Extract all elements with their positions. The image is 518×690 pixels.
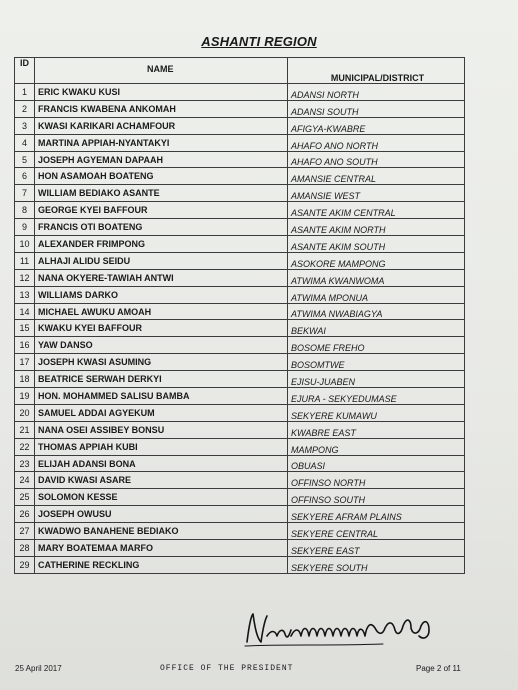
row-district: OFFINSO SOUTH [288,489,465,506]
row-name: MARTINA APPIAH-NYANTAKYI [35,134,288,151]
row-name: HON ASAMOAH BOATENG [35,168,288,185]
table-row [15,303,465,320]
row-name: NANA OKYERE-TAWIAH ANTWI [35,269,288,286]
row-name: BEATRICE SERWAH DERKYI [35,371,288,388]
row-id: 8 [15,202,35,219]
row-name: ALEXANDER FRIMPONG [35,236,288,253]
table-row [15,506,465,523]
footer-date: 25 April 2017 [15,664,62,673]
row-name: CATHERINE RECKLING [35,556,288,573]
row-id: 18 [15,371,35,388]
row-id: 13 [15,286,35,303]
table-body [15,84,465,574]
row-id: 2 [15,100,35,117]
table-row [15,168,465,185]
table-row [15,252,465,269]
row-name: ELIJAH ADANSI BONA [35,455,288,472]
table-row [15,337,465,354]
table-row [15,269,465,286]
column-header-id: ID [15,58,35,84]
row-district: SEKYERE KUMAWU [288,404,465,421]
row-id: 17 [15,354,35,371]
row-district: AMANSIE CENTRAL [288,168,465,185]
row-id: 16 [15,337,35,354]
row-id: 6 [15,168,35,185]
appointees-table [14,57,465,574]
footer-page-number: Page 2 of 11 [416,664,461,673]
row-name: YAW DANSO [35,337,288,354]
row-name: MICHAEL AWUKU AMOAH [35,303,288,320]
row-id: 15 [15,320,35,337]
row-id: 27 [15,523,35,540]
row-district: AHAFO ANO SOUTH [288,151,465,168]
row-name: WILLIAMS DARKO [35,286,288,303]
column-header-district: MUNICIPAL/DISTRICT [288,58,465,84]
row-name: MARY BOATEMAA MARFO [35,540,288,557]
row-id: 1 [15,84,35,101]
row-district: SEKYERE CENTRAL [288,523,465,540]
row-district: KWABRE EAST [288,421,465,438]
table-row [15,100,465,117]
table-row [15,354,465,371]
table-row [15,421,465,438]
table-row [15,455,465,472]
row-id: 20 [15,404,35,421]
row-district: ATWIMA NWABIAGYA [288,303,465,320]
footer-office: OFFICE OF THE PRESIDENT [160,664,294,673]
row-name: FRANCIS OTI BOATENG [35,219,288,236]
row-id: 26 [15,506,35,523]
row-name: HON. MOHAMMED SALISU BAMBA [35,388,288,405]
row-id: 11 [15,252,35,269]
row-id: 14 [15,303,35,320]
table-row [15,438,465,455]
page-title: ASHANTI REGION [201,34,317,49]
row-name: SOLOMON KESSE [35,489,288,506]
row-district: SEKYERE SOUTH [288,556,465,573]
row-name: THOMAS APPIAH KUBI [35,438,288,455]
row-district: BEKWAI [288,320,465,337]
row-name: WILLIAM BEDIAKO ASANTE [35,185,288,202]
row-district: EJISU-JUABEN [288,371,465,388]
row-id: 28 [15,540,35,557]
row-district: BOSOMTWE [288,354,465,371]
row-district: EJURA - SEKYEDUMASE [288,388,465,405]
table-row [15,286,465,303]
row-id: 19 [15,388,35,405]
row-name: ALHAJI ALIDU SEIDU [35,252,288,269]
row-district: BOSOME FREHO [288,337,465,354]
row-name: KWASI KARIKARI ACHAMFOUR [35,117,288,134]
row-district: ASANTE AKIM NORTH [288,219,465,236]
row-id: 5 [15,151,35,168]
signature-image [243,606,439,652]
table-row [15,388,465,405]
row-name: JOSEPH OWUSU [35,506,288,523]
row-district: AFIGYA-KWABRE [288,117,465,134]
table-row [15,472,465,489]
row-id: 23 [15,455,35,472]
row-district: ASANTE AKIM CENTRAL [288,202,465,219]
row-district: ASANTE AKIM SOUTH [288,236,465,253]
row-id: 10 [15,236,35,253]
row-id: 3 [15,117,35,134]
row-id: 12 [15,269,35,286]
row-id: 4 [15,134,35,151]
table-row [15,489,465,506]
table-row [15,556,465,573]
row-name: ERIC KWAKU KUSI [35,84,288,101]
table-row [15,371,465,388]
row-district: SEKYERE EAST [288,540,465,557]
row-id: 7 [15,185,35,202]
table-row [15,320,465,337]
row-name: JOSEPH KWASI ASUMING [35,354,288,371]
row-name: GEORGE KYEI BAFFOUR [35,202,288,219]
table-row [15,117,465,134]
row-name: FRANCIS KWABENA ANKOMAH [35,100,288,117]
table-row [15,134,465,151]
row-name: DAVID KWASI ASARE [35,472,288,489]
table-header-row [15,58,465,84]
table-row [15,236,465,253]
row-district: ASOKORE MAMPONG [288,252,465,269]
row-district: MAMPONG [288,438,465,455]
row-id: 22 [15,438,35,455]
table-row [15,219,465,236]
row-district: OBUASI [288,455,465,472]
table-row [15,151,465,168]
row-district: ATWIMA KWANWOMA [288,269,465,286]
row-name: JOSEPH AGYEMAN DAPAAH [35,151,288,168]
table-row [15,404,465,421]
row-id: 25 [15,489,35,506]
row-district: AHAFO ANO NORTH [288,134,465,151]
row-district: ADANSI NORTH [288,84,465,101]
row-name: KWADWO BANAHENE BEDIAKO [35,523,288,540]
table-row [15,540,465,557]
row-district: ADANSI SOUTH [288,100,465,117]
table-row [15,185,465,202]
row-district: SEKYERE AFRAM PLAINS [288,506,465,523]
table-row [15,202,465,219]
row-name: KWAKU KYEI BAFFOUR [35,320,288,337]
table-row [15,84,465,101]
table-row [15,523,465,540]
row-id: 21 [15,421,35,438]
row-name: NANA OSEI ASSIBEY BONSU [35,421,288,438]
row-district: AMANSIE WEST [288,185,465,202]
row-district: ATWIMA MPONUA [288,286,465,303]
row-id: 9 [15,219,35,236]
column-header-name: NAME [35,58,288,84]
row-id: 29 [15,556,35,573]
row-id: 24 [15,472,35,489]
row-name: SAMUEL ADDAI AGYEKUM [35,404,288,421]
row-district: OFFINSO NORTH [288,472,465,489]
